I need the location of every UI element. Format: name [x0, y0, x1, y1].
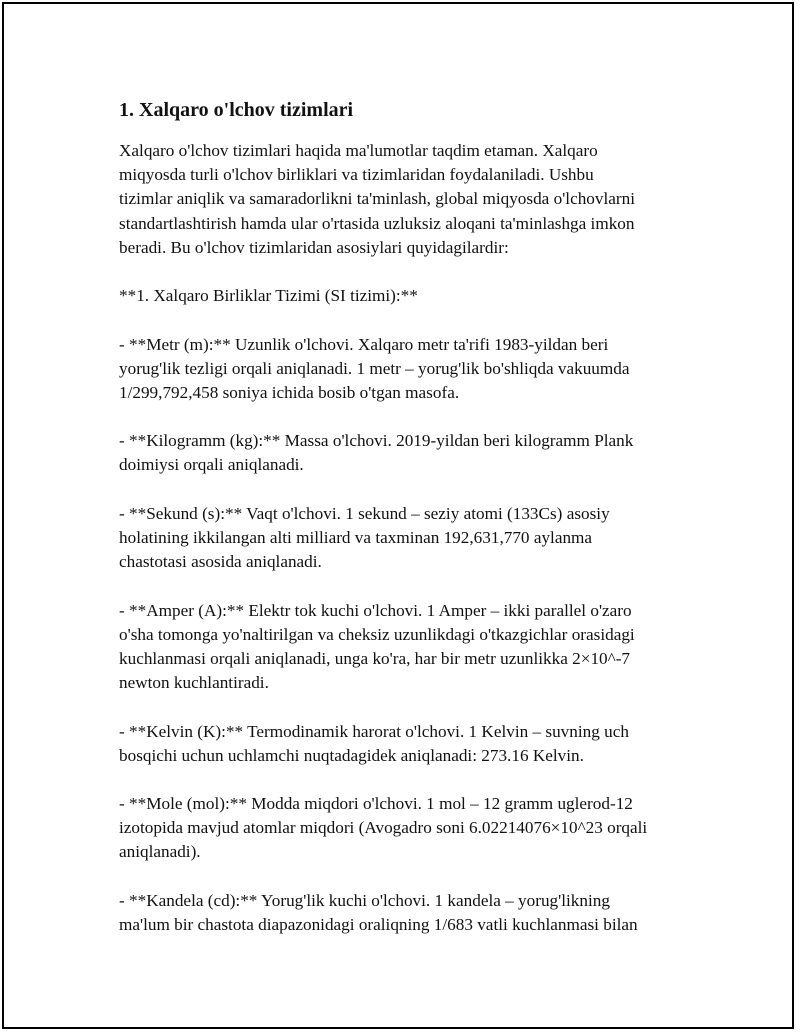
amper-paragraph — [119, 599, 689, 696]
text-line: 1/299,792,458 soniya ichida bosib o'tgan masofa. — [119, 382, 460, 402]
si-subheading — [119, 284, 689, 308]
text-line: tizimlar aniqlik va samaradorlikni ta'minlash, global miqyosda o'lchovlarni — [119, 189, 635, 209]
text-line: - **Amper (A):** Elektr tok kuchi o'lchovi. 1 Amper – ikki parallel o'zaro — [119, 600, 632, 620]
metr-paragraph — [119, 333, 689, 406]
text-line: standartlashtirish hamda ular o'rtasida uzluksiz aloqani ta'minlashga imkon — [119, 213, 635, 233]
text-line: - **Sekund (s):** Vaqt o'lchovi. 1 sekund – seziy atomi (133Cs) asosiy — [119, 503, 610, 523]
section-heading: 1. Xalqaro o'lchov tizimlari — [119, 99, 354, 121]
mole-paragraph — [119, 792, 689, 865]
sekund-paragraph — [119, 502, 689, 575]
text-line: o'sha tomonga yo'naltirilgan va cheksiz uzunlikdagi o'tkazgichlar orasidagi — [119, 624, 635, 644]
text-line: newton kuchlantiradi. — [119, 673, 269, 693]
text-line: - **Kandela (cd):** Yorug'lik kuchi o'lchovi. 1 kandela – yorug'likning — [119, 890, 610, 910]
text-line: yorug'lik tezligi orqali aniqlanadi. 1 metr – yorug'lik bo'shliqda vakuumda — [119, 358, 630, 378]
text-line: - **Kelvin (K):** Termodinamik harorat o'lchovi. 1 Kelvin – suvning uch — [119, 721, 629, 741]
text-line: ma'lum bir chastota diapazonidagi oraliqning 1/683 vatli kuchlanmasi bilan — [119, 915, 638, 934]
intro-paragraph — [119, 139, 689, 260]
text-line: beradi. Bu o'lchov tizimlaridan asosiylari quyidagilardir: — [119, 237, 509, 257]
text-line: - **Metr (m):** Uzunlik o'lchovi. Xalqaro metr ta'rifi 1983-yildan beri — [119, 334, 609, 354]
text-line: kuchlanmasi orqali aniqlanadi, unga ko'ra, har bir metr uzunlikka 2×10^-7 — [119, 648, 631, 668]
kandela-paragraph — [119, 889, 689, 937]
text-line: chastotasi asosida aniqlanadi. — [119, 552, 322, 572]
document-body — [119, 96, 689, 961]
text-line: doimiysi orqali aniqlanadi. — [119, 455, 304, 475]
text-line: - **Mole (mol):** Modda miqdori o'lchovi. 1 mol – 12 gramm uglerod-12 — [119, 794, 633, 814]
text-line: - **Kilogramm (kg):** Massa o'lchovi. 2019-yildan beri kilogramm Plank — [119, 431, 634, 451]
document-page — [2, 2, 794, 1029]
text-line: izotopida mavjud atomlar miqdori (Avogadro soni 6.02214076×10^23 orqali — [119, 818, 648, 838]
text-line: aniqlanadi). — [119, 842, 201, 862]
text-line: miqyosda turli o'lchov birliklari va tizimlaridan foydalaniladi. Ushbu — [119, 165, 594, 185]
text-line: bosqichi uchun uchlamchi nuqtadagidek aniqlanadi: 273.16 Kelvin. — [119, 745, 584, 765]
text-line: Xalqaro o'lchov tizimlari haqida ma'lumotlar taqdim etaman. Xalqaro — [119, 141, 598, 160]
kilogramm-paragraph — [119, 429, 689, 477]
text-line: **1. Xalqaro Birliklar Tizimi (SI tizimi):** — [119, 286, 418, 306]
text-line: holatining ikkilangan alti milliard va taxminan 192,631,770 aylanma — [119, 528, 593, 547]
kelvin-paragraph — [119, 720, 689, 768]
